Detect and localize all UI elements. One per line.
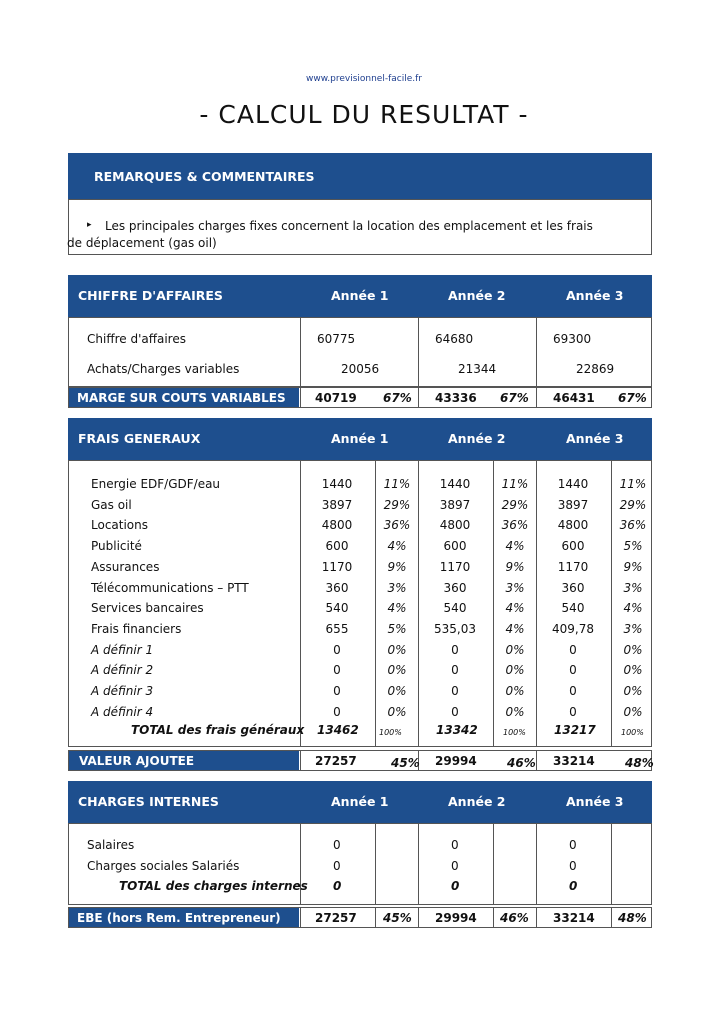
fg-row-value: 540 [561,601,585,616]
fg-year-3: Année 3 [566,431,624,446]
ci-table [68,823,652,905]
ca-row-value: 60775 [317,332,356,346]
achats-row-value: 22869 [576,362,615,376]
fg-row-value: 1440 [321,477,353,491]
fg-row-label: Assurances [91,559,160,574]
site-url: www.previsionnel-facile.fr [306,74,422,84]
fg-row-value: 1170 [439,559,471,574]
ca-year-1: Année 1 [331,288,389,303]
marge-value: 43336 [435,391,477,405]
fg-row-value: 0 [451,704,459,719]
va-pct: 48% [625,756,654,770]
fg-row-value: 0 [451,642,459,657]
achats-row-label: Achats/Charges variables [87,362,240,376]
ci-total-label: TOTAL des charges internes [119,879,308,893]
va-row [68,750,652,771]
remarks-header [68,153,652,199]
fg-row-pct: 29% [383,497,411,512]
marge-row [68,387,652,408]
ci-year-2: Année 2 [448,794,506,809]
fg-row-value: 1170 [557,559,589,574]
ebe-value: 27257 [315,911,357,925]
fg-row-value: 0 [333,663,341,678]
va-value: 33214 [553,754,595,768]
fg-year-1: Année 1 [331,431,389,446]
fg-row-pct: 5% [387,621,407,636]
fg-row-value: 4800 [557,518,589,533]
fg-row-value: 360 [325,580,349,595]
fg-row-value: 360 [443,580,467,595]
charges-sociales-label: Charges sociales Salariés [87,859,240,873]
fg-year-2: Année 2 [448,431,506,446]
salaires-value: 0 [569,838,577,852]
fg-row-pct: 0% [387,642,407,657]
fg-row-value: 409,78 [552,621,594,636]
fg-total-pct: 100% [379,728,402,737]
fg-total-pct: 100% [621,728,644,737]
fg-row-value: 600 [561,539,585,554]
ci-year-3: Année 3 [566,794,624,809]
ca-row-value: 64680 [435,332,474,346]
bullet-icon: ▸ [87,220,92,230]
fg-row-value: 540 [325,601,349,616]
fg-total-label: TOTAL des frais généraux [131,723,305,737]
salaires-value: 0 [333,838,341,852]
fg-row-pct: 29% [501,497,529,512]
ci-header [68,781,652,823]
ebe-pct: 48% [618,911,647,925]
fg-row-value: 0 [569,663,577,678]
fg-row-pct: 0% [623,663,643,678]
fg-total-value: 13217 [554,723,596,737]
fg-row-label: Publicité [91,539,142,554]
fg-row-label: A définir 1 [91,642,154,657]
va-pct: 46% [507,756,536,770]
fg-row-pct: 3% [623,621,643,636]
remarks-body [68,199,652,255]
fg-row-pct: 3% [623,580,643,595]
fg-row-value: 3897 [321,497,353,512]
charges-sociales-value: 0 [333,859,341,873]
fg-row-label: Frais financiers [91,621,182,636]
fg-row-value: 1440 [557,477,589,491]
fg-row-value: 3897 [439,497,471,512]
fg-row-value: 0 [333,642,341,657]
va-value: 29994 [435,754,477,768]
fg-row-value: 0 [569,684,577,698]
fg-row-pct: 3% [387,580,407,595]
fg-row-pct: 29% [619,497,647,512]
fg-row-label: A définir 3 [91,684,154,698]
fg-row-pct: 0% [505,663,525,678]
fg-total-value: 13342 [436,723,478,737]
ebe-value: 29994 [435,911,477,925]
remarks-heading: REMARQUES & COMMENTAIRES [94,169,315,184]
va-label: VALEUR AJOUTEE [79,754,195,768]
ca-row-label: Chiffre d'affaires [87,332,186,346]
achats-row-value: 20056 [341,362,380,376]
fg-row-label: Gas oil [91,497,132,512]
fg-row-pct: 36% [501,518,529,533]
ci-heading: CHARGES INTERNES [78,794,219,809]
fg-row-pct: 4% [387,601,407,616]
fg-row-pct: 9% [387,559,407,574]
fg-header [68,418,652,460]
fg-row-pct: 11% [383,477,411,491]
fg-row-value: 4800 [439,518,471,533]
fg-row-pct: 4% [505,601,525,616]
fg-row-pct: 4% [623,601,643,616]
fg-row-value: 0 [333,684,341,698]
fg-row-label: A définir 4 [91,704,154,719]
charges-sociales-value: 0 [569,859,577,873]
ci-year-1: Année 1 [331,794,389,809]
fg-row-value: 535,03 [434,621,476,636]
remarks-line-2: de déplacement (gas oil) [67,236,217,250]
fg-row-value: 1440 [439,477,471,491]
marge-value: 40719 [315,391,357,405]
fg-row-label: Energie EDF/GDF/eau [91,477,221,491]
charges-sociales-value: 0 [451,859,459,873]
ci-total-value: 0 [333,879,342,893]
fg-row-value: 0 [333,704,341,719]
fg-row-pct: 4% [505,621,525,636]
marge-pct: 67% [618,391,647,405]
fg-row-pct: 0% [623,642,643,657]
fg-row-pct: 11% [619,477,647,491]
va-value: 27257 [315,754,357,768]
fg-row-label: Télécommunications – PTT [91,580,249,595]
fg-row-pct: 4% [505,539,525,554]
ci-total-value: 0 [569,879,578,893]
fg-row-pct: 36% [383,518,411,533]
marge-pct: 67% [383,391,412,405]
fg-row-label: A définir 2 [91,663,154,678]
marge-label: MARGE SUR COUTS VARIABLES [77,391,286,405]
fg-row-pct: 9% [623,559,643,574]
fg-table [68,460,652,747]
fg-row-value: 4800 [321,518,353,533]
remarks-line-1: Les principales charges fixes concernent la location des emplacement et les frais [105,219,593,233]
ca-year-3: Année 3 [566,288,624,303]
fg-row-pct: 4% [387,539,407,554]
fg-total-value: 13462 [317,723,359,737]
ebe-pct: 45% [383,911,412,925]
ca-year-2: Année 2 [448,288,506,303]
ca-heading: CHIFFRE D'AFFAIRES [78,288,223,303]
achats-row-value: 21344 [458,362,497,376]
fg-row-value: 600 [443,539,467,554]
fg-row-value: 0 [451,684,459,698]
marge-pct: 67% [500,391,529,405]
ca-row-value: 69300 [553,332,592,346]
fg-row-pct: 0% [505,642,525,657]
ebe-label: EBE (hors Rem. Entrepreneur) [77,911,281,925]
fg-row-value: 540 [443,601,467,616]
marge-value: 46431 [553,391,595,405]
fg-row-label: Services bancaires [91,601,204,616]
fg-row-value: 0 [569,642,577,657]
fg-row-pct: 11% [501,477,529,491]
salaires-value: 0 [451,838,459,852]
fg-row-pct: 0% [387,663,407,678]
salaires-label: Salaires [87,838,135,852]
ebe-value: 33214 [553,911,595,925]
fg-row-label: Locations [91,518,149,533]
ebe-pct: 46% [500,911,529,925]
fg-row-pct: 0% [505,684,525,698]
page-title: - CALCUL DU RESULTAT - [199,100,529,129]
fg-total-pct: 100% [503,728,526,737]
fg-row-value: 360 [561,580,585,595]
fg-row-pct: 3% [505,580,525,595]
ca-header [68,275,652,317]
fg-row-value: 655 [325,621,349,636]
fg-heading: FRAIS GENERAUX [78,431,201,446]
fg-row-value: 0 [569,704,577,719]
fg-row-value: 3897 [557,497,589,512]
ca-table [68,317,652,387]
fg-row-pct: 0% [505,704,525,719]
va-pct: 45% [391,756,420,770]
fg-row-pct: 0% [623,684,643,698]
ci-total-value: 0 [451,879,460,893]
fg-row-value: 0 [451,663,459,678]
fg-row-pct: 0% [387,704,407,719]
fg-row-pct: 5% [623,539,643,554]
fg-row-pct: 0% [387,684,407,698]
fg-row-pct: 36% [619,518,647,533]
fg-row-value: 600 [325,539,349,554]
ebe-row [68,907,652,928]
fg-row-pct: 9% [505,559,525,574]
fg-row-value: 1170 [321,559,353,574]
fg-row-pct: 0% [623,704,643,719]
